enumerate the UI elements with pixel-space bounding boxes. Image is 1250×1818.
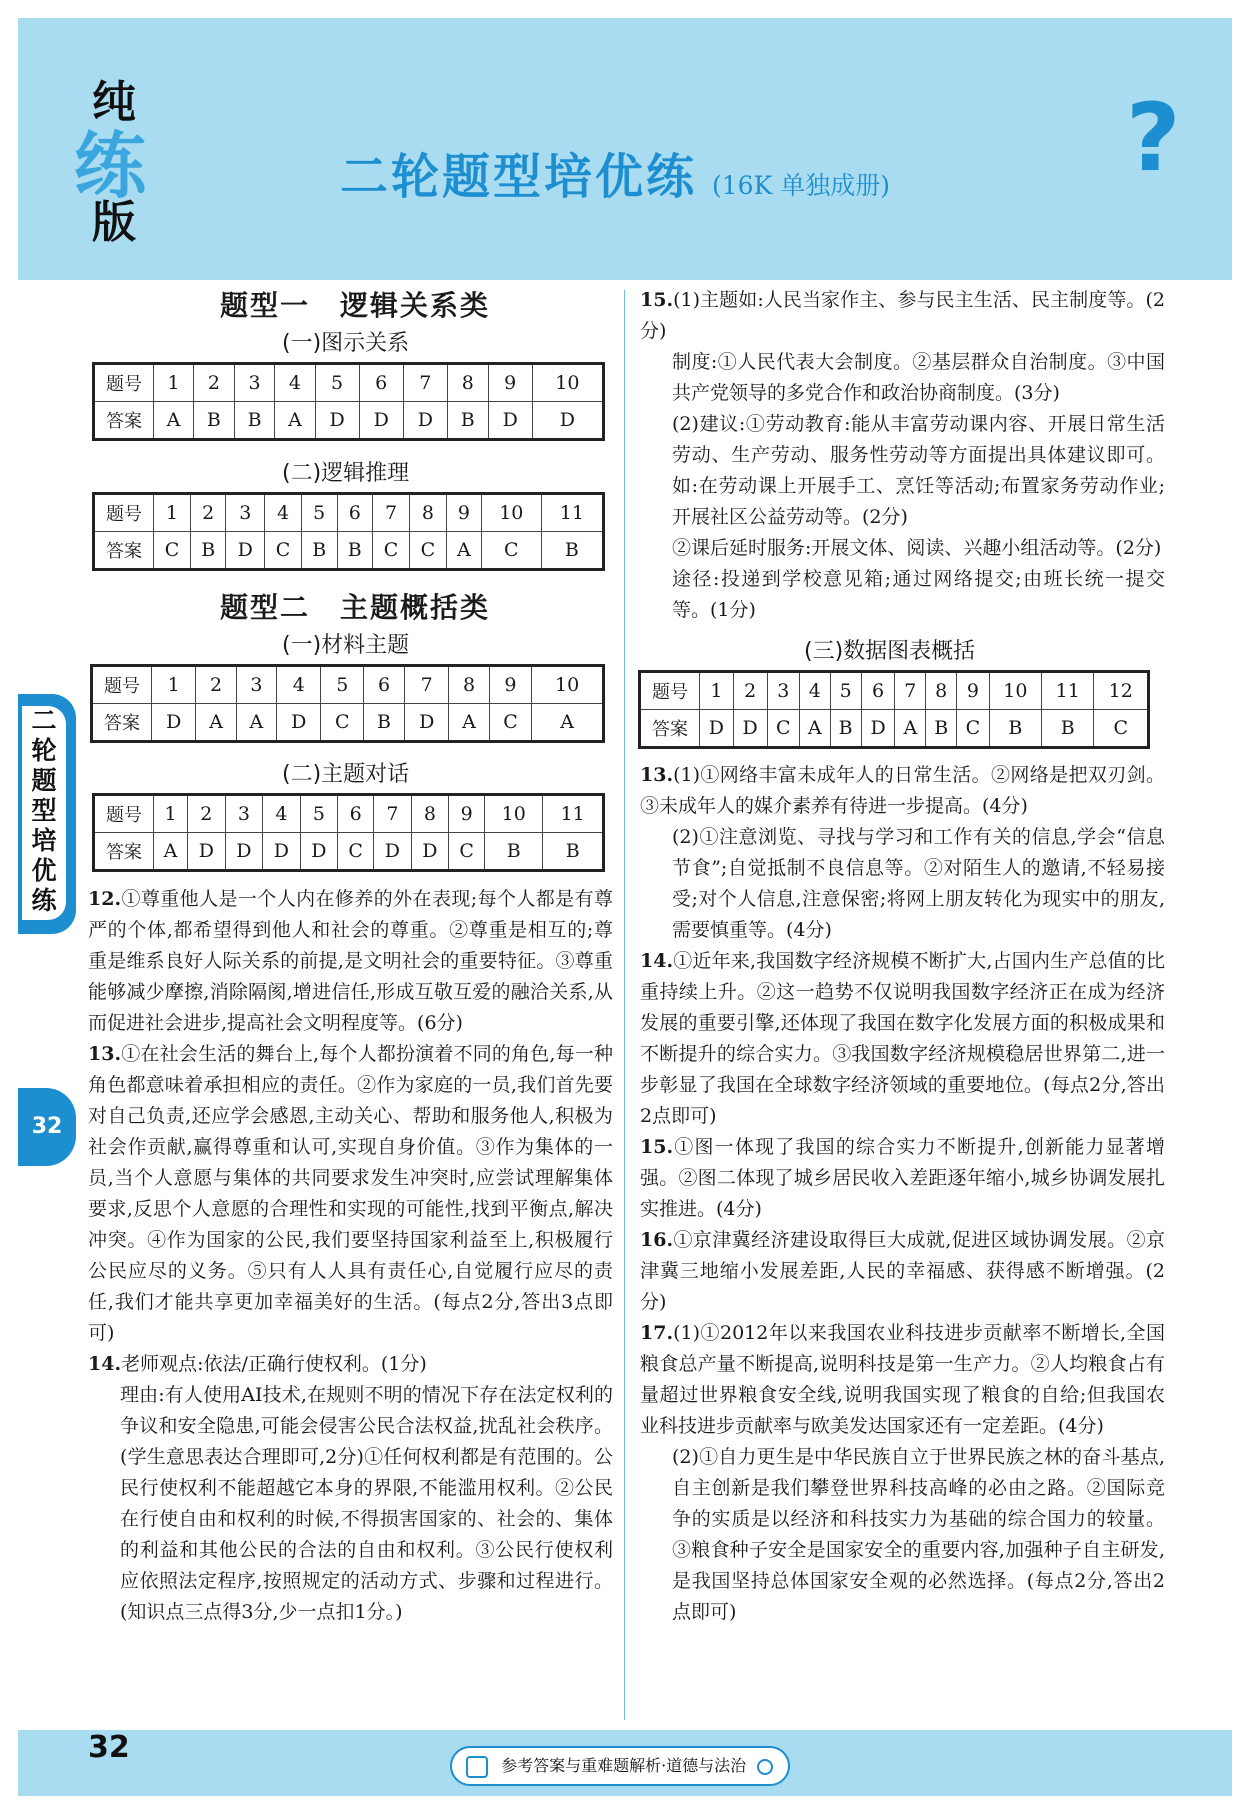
right-answers-top (640, 285, 1165, 626)
answer-row (94, 833, 604, 871)
answer-row-cell: A (532, 704, 604, 742)
section1-part2-title: (二)逻辑推理 (282, 461, 410, 486)
number-row-cell: 12 (1094, 672, 1149, 710)
answer-row-cell: D (359, 402, 403, 440)
answer-row (94, 402, 604, 440)
answer-row-cell: D (226, 532, 265, 570)
answer-row-label: 答案 (92, 704, 152, 742)
answer-row-cell: C (321, 704, 364, 742)
number-row-cell: 6 (359, 364, 403, 402)
section2-title: 题型二 主题概括类 (220, 591, 491, 624)
answer-15-part1: 15.(1)主题如:人民当家作主、参与民主生活、民主制度等。(2分) (640, 289, 1165, 342)
answer-row-cell: A (895, 710, 926, 748)
answer-15-suggestion: (2)建议:①劳动教育:能从丰富劳动课内容、开展日常生活劳动、生产劳动、服务性劳动等方面提出具体建议即可。如:在劳动课上开展手工、烹饪等活动;布置家务劳动作业;开展社区公益劳动等。(2分) (672, 413, 1165, 528)
answer-row-cell: D (374, 833, 412, 871)
answer-15-afterschool: ②课后延时服务:开展文体、阅读、兴趣小组活动等。(2分) (672, 537, 1162, 559)
number-row-label: 题号 (94, 795, 154, 833)
number-row-cell: 2 (196, 666, 236, 704)
answer-row-cell: D (277, 704, 321, 742)
number-row-cell: 6 (861, 672, 895, 710)
answer-row-cell: A (799, 710, 830, 748)
answer-row-cell: B (194, 402, 235, 440)
number-row-cell: 1 (700, 672, 734, 710)
answer-row-label: 答案 (94, 402, 154, 440)
answer-row (640, 710, 1149, 748)
left-answers (88, 884, 613, 1628)
answer-row-cell: A (236, 704, 276, 742)
number-row-cell: 7 (373, 494, 410, 532)
answer-row-cell: A (154, 833, 188, 871)
number-row-cell: 7 (404, 666, 448, 704)
section1-title: 题型一 逻辑关系类 (220, 289, 491, 322)
number-row (94, 494, 604, 532)
number-row-cell: 9 (449, 795, 485, 833)
number-row-cell: 2 (190, 494, 226, 532)
page-number: 32 (88, 1730, 130, 1765)
answer-row-cell: C (957, 710, 989, 748)
number-row-cell: 1 (152, 666, 196, 704)
number-row-cell: 9 (488, 364, 532, 402)
magnifier-icon (757, 1759, 773, 1775)
right-answers-bottom (640, 760, 1165, 1628)
number-row-cell: 9 (446, 494, 481, 532)
number-row-cell: 7 (374, 795, 412, 833)
answer-row-cell: B (447, 402, 488, 440)
answer-row-cell: C (373, 532, 410, 570)
number-row-cell: 10 (532, 666, 604, 704)
answer-table-material (90, 664, 605, 743)
number-row-label: 题号 (94, 494, 154, 532)
number-row-cell: 4 (265, 494, 302, 532)
answer-row-cell: B (541, 532, 603, 570)
answer-row-label: 答案 (94, 833, 154, 871)
answer-row-cell: B (543, 833, 604, 871)
number-row-cell: 2 (188, 795, 226, 833)
number-row-cell: 4 (799, 672, 830, 710)
answer-r13-part2: (2)①注意浏览、寻找与学习和工作有关的信息,学会“信息节食”;自觉抵制不良信息等。②对陌生人的邀请,不轻易接受;对个人信息,注意保密;将网上朋友转化为现实中的朋友,需要慎重等。(4分) (672, 826, 1165, 941)
number-row-cell: 6 (364, 666, 405, 704)
number-row-cell: 5 (315, 364, 359, 402)
answer-row-cell: D (700, 710, 734, 748)
footer-pill (450, 1746, 790, 1786)
number-row-cell: 3 (225, 795, 263, 833)
number-row-cell: 8 (926, 672, 957, 710)
answer-table-logic (92, 492, 605, 571)
answer-row-cell: B (485, 833, 543, 871)
answer-row (94, 532, 604, 570)
number-row-cell: 4 (263, 795, 301, 833)
answer-row-cell: C (1094, 710, 1149, 748)
answer-r15: 15.①图一体现了我国的综合实力不断提升,创新能力显著增强。②图二体现了城乡居民收入差距逐年缩小,城乡协调发展扎实推进。(4分) (640, 1136, 1165, 1220)
answer-row-cell: B (926, 710, 957, 748)
answer-row-cell: D (488, 402, 532, 440)
number-row-cell: 7 (895, 672, 926, 710)
number-row-cell: 8 (447, 364, 488, 402)
answer-row-cell: B (364, 704, 405, 742)
book-icon (466, 1756, 488, 1778)
page-subtitle: (16K 单独成册) (712, 171, 890, 200)
answer-row-cell: A (154, 402, 194, 440)
answer-row-cell: C (265, 532, 302, 570)
answer-row-cell: D (225, 833, 263, 871)
number-row-cell: 10 (481, 494, 541, 532)
section2-part2-title: (二)主题对话 (282, 762, 410, 787)
number-row-cell: 9 (957, 672, 989, 710)
answer-row-cell: C (449, 833, 485, 871)
answer-row-cell: C (481, 532, 541, 570)
side-page-tab: 32 (18, 1088, 76, 1166)
answer-row-cell: C (767, 710, 799, 748)
answer-14-reason: 理由:有人使用AI技术,在规则不明的情况下存在法定权利的争议和安全隐患,可能会侵害公民合法权益,扰乱社会秩序。(学生意思表达合理即可,2分)①任何权利都是有范围的。公民行使权利不能超越它本身的界限,不能滥用权利。②公民在行使自由和权利的时候,不得损害国家的、社会的、集体的利益和其他公民的合法的自由和权利。③公民行使权利应依照法定程序,按照规定的活动方式、步骤和过程进行。(知识点三点得3分,少一点扣1分。) (120, 1384, 613, 1623)
number-row-cell: 4 (277, 666, 321, 704)
section2-part3-title: (三)数据图表概括 (804, 639, 976, 664)
answer-row-cell: D (152, 704, 196, 742)
page-title: 二轮题型培优练 (340, 149, 698, 205)
number-row (640, 672, 1149, 710)
number-row-cell: 1 (154, 494, 191, 532)
answer-row-cell: D (188, 833, 226, 871)
answer-r17-part1: 17.(1)①2012年以来我国农业科技进步贡献率不断增长,全国粮食总产量不断提高,说明科技是第一生产力。②人均粮食占有量超过世界粮食安全线,说明我国实现了粮食的自给;但我国农业科技进步贡献率与欧美发达国家还有一定差距。(4分) (640, 1322, 1165, 1437)
number-row-cell: 3 (234, 364, 275, 402)
number-row-cell: 8 (449, 666, 489, 704)
answer-row-cell: C (154, 532, 191, 570)
answer-row-cell: A (275, 402, 315, 440)
answer-r13-part1: 13.(1)①网络丰富未成年人的日常生活。②网络是把双刃剑。③未成年人的媒介素养有待进一步提高。(4分) (640, 764, 1165, 817)
answer-r17-part2: (2)①自力更生是中华民族自立于世界民族之林的奋斗基点,自主创新是我们攀登世界科技高峰的必由之路。②国际竞争的实质是以经济和科技实力为基础的综合国力的较量。③粮食种子安全是国家安全的重要内容,加强种子自主研发,是我国坚持总体国家安全观的必然选择。(每点2分,答出2点即可) (672, 1446, 1165, 1623)
number-row-cell: 3 (226, 494, 265, 532)
number-row (94, 364, 604, 402)
number-row-cell: 9 (489, 666, 532, 704)
number-row-cell: 6 (337, 494, 373, 532)
answer-row-cell: B (337, 532, 373, 570)
answer-r14: 14.①近年来,我国数字经济规模不断扩大,占国内生产总值的比重持续上升。②这一趋势不仅说明我国数字经济正在成为经济发展的重要引擎,还体现了我国在数字化发展方面的积极成果和不断提升的综合实力。③我国数字经济规模稳居世界第二,进一步彰显了我国在全球数字经济领域的重要地位。(每点2分,答出2点即可) (640, 950, 1165, 1127)
brand-char-practice: 练 (74, 124, 147, 208)
number-row-cell: 11 (543, 795, 604, 833)
answer-row-cell: B (830, 710, 861, 748)
answer-row-cell: D (411, 833, 449, 871)
side-tab-label: 二 轮 题 型 培 优 练 (22, 706, 66, 920)
answer-row-cell: C (338, 833, 374, 871)
number-row-cell: 8 (411, 795, 449, 833)
question-mark-icon: ? (1126, 84, 1181, 193)
answer-row-cell: B (190, 532, 226, 570)
answer-row-cell: D (733, 710, 767, 748)
answer-row-cell: D (532, 402, 603, 440)
number-row-cell: 5 (301, 494, 337, 532)
answer-12: 12.①尊重他人是一个人内在修养的外在表现;每个人都是有尊严的个体,都希望得到他人和社会的尊重。②尊重是相互的;尊重是维系良好人际关系的前提,是文明社会的重要特征。③尊重能够减少摩擦,消除隔阂,增进信任,形成互敬互爱的融洽关系,从而促进社会进步,提高社会文明程度等。(6分) (88, 888, 613, 1034)
number-row-cell: 11 (541, 494, 603, 532)
answer-15-channel: 途径:投递到学校意见箱;通过网络提交;由班长统一提交等。(1分) (672, 568, 1165, 621)
column-divider (624, 290, 625, 1720)
number-row-cell: 2 (733, 672, 767, 710)
answer-row-cell: A (446, 532, 481, 570)
number-row-cell: 4 (275, 364, 315, 402)
brand-char-pure: 纯 (92, 77, 136, 128)
number-row (92, 666, 604, 704)
answer-row-cell: D (263, 833, 301, 871)
number-row-cell: 5 (830, 672, 861, 710)
answer-row-cell: D (403, 402, 447, 440)
answer-row-cell: A (196, 704, 236, 742)
answer-row-cell: D (300, 833, 338, 871)
answer-table-dialogue (92, 793, 605, 872)
answer-row-label: 答案 (94, 532, 154, 570)
answer-row-cell: B (234, 402, 275, 440)
section1-part1-title: (一)图示关系 (282, 331, 410, 356)
answer-row-cell: C (409, 532, 446, 570)
number-row-cell: 3 (767, 672, 799, 710)
number-row-cell: 11 (1042, 672, 1094, 710)
number-row-label: 题号 (94, 364, 154, 402)
number-row-cell: 10 (989, 672, 1041, 710)
number-row-cell: 10 (485, 795, 543, 833)
answer-row-cell: C (489, 704, 532, 742)
number-row-cell: 5 (321, 666, 364, 704)
answer-row-cell: D (861, 710, 895, 748)
answer-r16: 16.①京津冀经济建设取得巨大成就,促进区域协调发展。②京津冀三地缩小发展差距,人民的幸福感、获得感不断增强。(2分) (640, 1229, 1165, 1313)
number-row-label: 题号 (92, 666, 152, 704)
answer-14-view: 14.老师观点:依法/正确行使权利。(1分) (88, 1353, 427, 1375)
answer-15-system: 制度:①人民代表大会制度。②基层群众自治制度。③中国共产党领导的多党合作和政治协商制度。(3分) (672, 351, 1165, 404)
answer-row-cell: D (404, 704, 448, 742)
number-row-label: 题号 (640, 672, 700, 710)
number-row-cell: 6 (338, 795, 374, 833)
answer-row-cell: B (301, 532, 337, 570)
answer-row-label: 答案 (640, 710, 700, 748)
section2-part1-title: (一)材料主题 (282, 633, 410, 658)
number-row-cell: 8 (409, 494, 446, 532)
brand-char-edition: 版 (92, 197, 136, 248)
answer-13: 13.①在社会生活的舞台上,每个人都扮演着不同的角色,每一种角色都意味着承担相应的责任。②作为家庭的一员,我们首先要对自己负责,还应学会感恩,主动关心、帮助和服务他人,积极为社会作贡献,赢得尊重和认可,实现自身价值。③作为集体的一员,当个人意愿与集体的共同要求发生冲突时,应尝试理解集体要求,反思个人意愿的合理性和实现的可能性,找到平衡点,解决冲突。④作为国家的公民,我们要坚持国家利益至上,积极履行公民应尽的义务。⑤只有人人具有责任心,自觉履行应尽的责任,我们才能共享更加幸福美好的生活。(每点2分,答出3点即可) (88, 1043, 613, 1344)
number-row-cell: 3 (236, 666, 276, 704)
answer-row-cell: B (1042, 710, 1094, 748)
number-row-cell: 1 (154, 364, 194, 402)
number-row-cell: 7 (403, 364, 447, 402)
number-row-cell: 5 (300, 795, 338, 833)
side-tab (18, 694, 76, 934)
answer-row-cell: B (989, 710, 1041, 748)
answer-table-data-chart (638, 670, 1150, 749)
answer-row-cell: D (315, 402, 359, 440)
number-row-cell: 1 (154, 795, 188, 833)
footer-pill-text: 参考答案与重难题解析·道德与法治 (501, 1756, 747, 1775)
number-row-cell: 10 (532, 364, 603, 402)
answer-row (92, 704, 604, 742)
answer-table-diagram (92, 362, 605, 441)
answer-row-cell: A (449, 704, 489, 742)
number-row-cell: 2 (194, 364, 235, 402)
number-row (94, 795, 604, 833)
